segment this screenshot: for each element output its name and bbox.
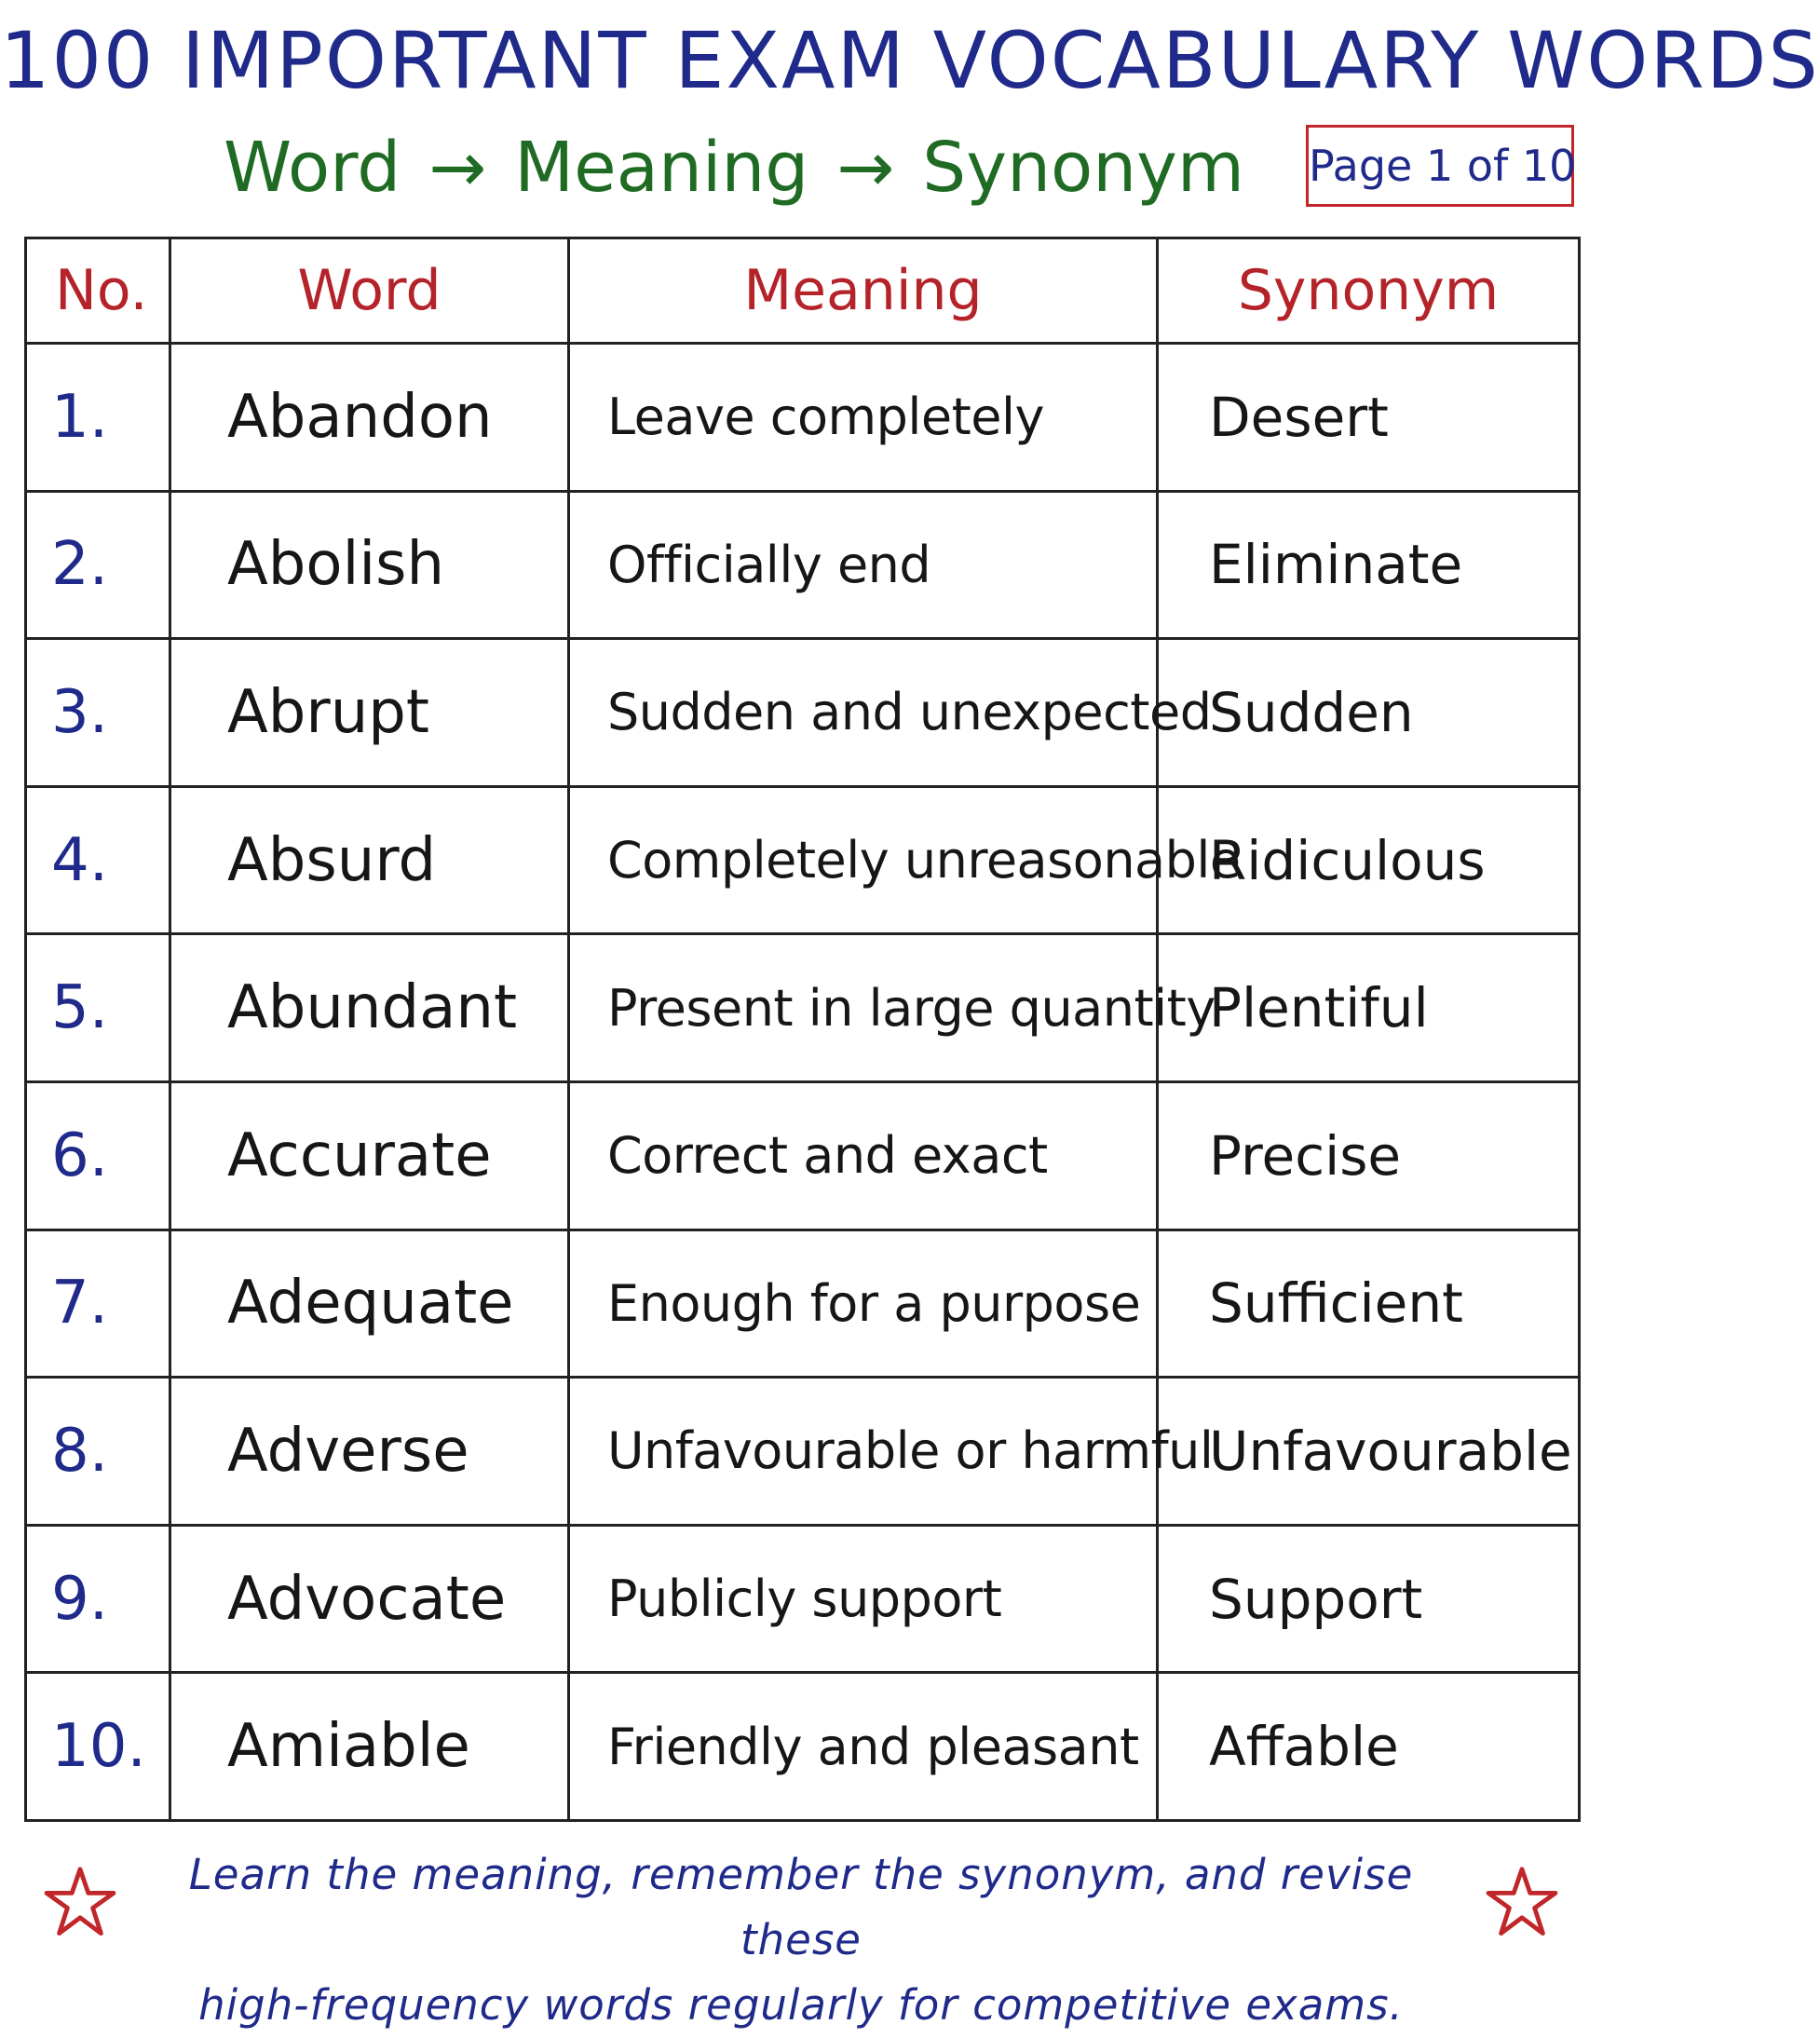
row-meaning: Officially end [569,491,1158,639]
row-meaning: Present in large quantity [569,934,1158,1082]
table-row [26,934,1580,1082]
table-row [26,1081,1580,1230]
row-meaning: Unfavourable or harmful [569,1378,1158,1526]
subtitle-meaning: Meaning [514,128,809,208]
subtitle-synonym: Synonym [922,128,1245,208]
header-synonym: Synonym [1158,238,1580,344]
header-meaning: Meaning [569,238,1158,344]
row-word: Abrupt [170,639,569,787]
header-word: Word [170,238,569,344]
footer-note [140,1842,1462,2038]
table-row [26,1673,1580,1821]
row-meaning: Sudden and unexpected [569,639,1158,787]
row-number: 9. [26,1525,170,1673]
row-number: 7. [26,1230,170,1378]
star-outline-icon [1485,1865,1559,1939]
row-word: Abolish [170,491,569,639]
subtitle-word: Word [224,128,401,208]
arrow-right-icon: → [428,128,487,208]
row-synonym: Sufficient [1158,1230,1580,1378]
row-word: Adverse [170,1378,569,1526]
row-number: 3. [26,639,170,787]
row-number: 8. [26,1378,170,1526]
row-word: Advocate [170,1525,569,1673]
row-meaning: Friendly and pleasant [569,1673,1158,1821]
row-meaning: Leave completely [569,344,1158,492]
row-word: Accurate [170,1081,569,1230]
row-synonym: Precise [1158,1081,1580,1230]
row-synonym: Plentiful [1158,934,1580,1082]
table-row [26,344,1580,492]
table-row [26,1378,1580,1526]
table-row [26,1525,1580,1673]
row-synonym: Desert [1158,344,1580,492]
row-synonym: Affable [1158,1673,1580,1821]
table-row [26,786,1580,934]
row-synonym: Eliminate [1158,491,1580,639]
table-row [26,491,1580,639]
row-number: 2. [26,491,170,639]
row-word: Amiable [170,1673,569,1821]
header-no: No. [26,238,170,344]
row-word: Absurd [170,786,569,934]
row-meaning: Correct and exact [569,1081,1158,1230]
table-row [26,1230,1580,1378]
table-header-row [26,238,1580,344]
vocabulary-table [24,237,1581,1822]
row-word: Abandon [170,344,569,492]
row-meaning: Enough for a purpose [569,1230,1158,1378]
row-word: Abundant [170,934,569,1082]
page-indicator-badge: Page 1 of 10 [1306,125,1574,207]
star-outline-icon [43,1865,117,1939]
row-number: 4. [26,786,170,934]
row-synonym: Support [1158,1525,1580,1673]
row-synonym: Sudden [1158,639,1580,787]
footer-line-2: high-frequency words regularly for competitive exams. [198,1980,1404,2030]
row-number: 5. [26,934,170,1082]
column-flow-subtitle [224,121,1244,214]
row-synonym: Unfavourable [1158,1378,1580,1526]
row-number: 10. [26,1673,170,1821]
row-meaning: Publicly support [569,1525,1158,1673]
row-number: 1. [26,344,170,492]
row-meaning: Completely unreasonable [569,786,1158,934]
row-synonym: Ridiculous [1158,786,1580,934]
page-title: 100 IMPORTANT EXAM VOCABULARY WORDS [0,15,1820,106]
table-row [26,639,1580,787]
row-word: Adequate [170,1230,569,1378]
row-number: 6. [26,1081,170,1230]
arrow-right-icon: → [836,128,895,208]
footer-line-1: Learn the meaning, remember the synonym, and revise these [188,1850,1414,1964]
